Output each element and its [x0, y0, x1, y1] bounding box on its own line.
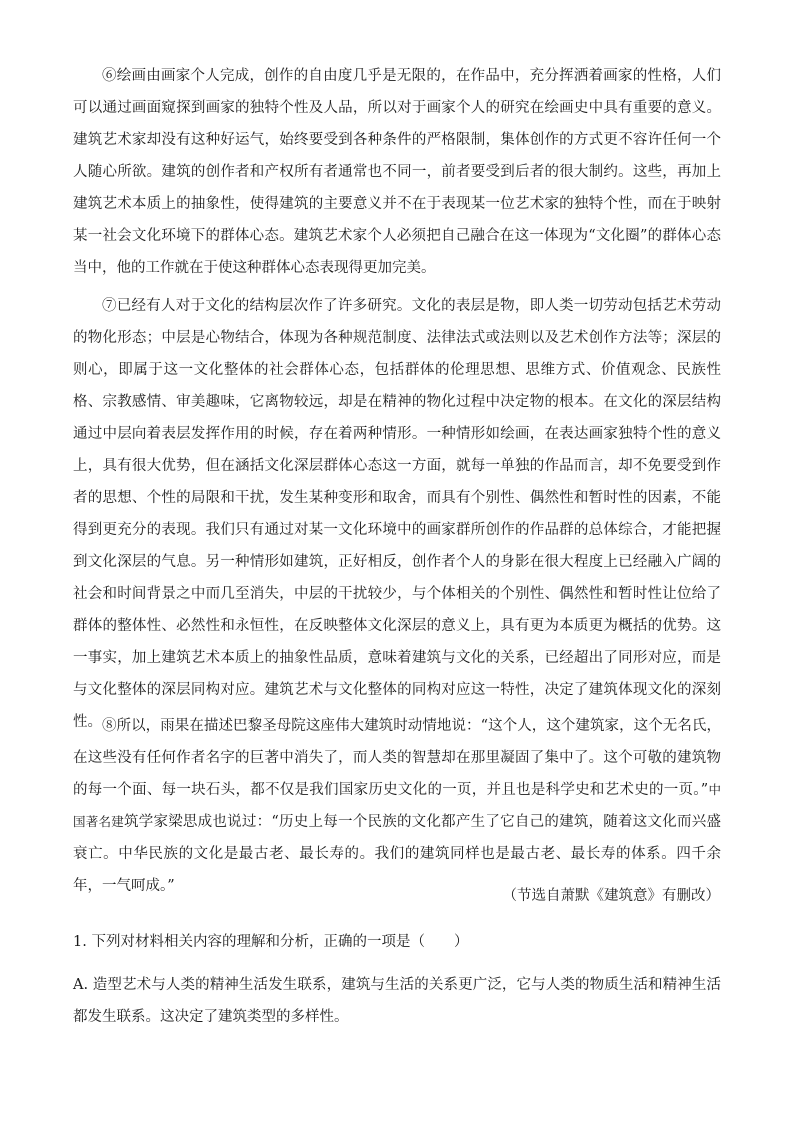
paragraph-7: ⑦已经有人对于文化的结构层次作了许多研究。文化的表层是物，即人类一切劳动包括艺术劳动的物化形态；中层是心物结合，体现为各种规范制度、法律法式或法则以及艺术创作方法等；深层的则心，即属于这一文化整体的社会群体心态，包括群体的伦理思想、思维方式、价值观念、民族性格、宗教感情、审美趣味，它离物较远，却是在精神的物化过程中决定物的根本。在文化的深层结构通过中层向着表层发挥作用的时候，存在着两种情形。一种情形如绘画，在表达画家独特个性的意义上，具有很大优势，但在涵括文化深层群体心态这一方面，就每一单独的作品而言，却不免要受到作者的思想、个性的局限和干扰，发生某种变形和取舍，而具有个别性、偶然性和暂时性的因素，不能得到更充分的表现。我们只有通过对某一文化环境中的画家群所创作的作品群的总体综合，才能把握到文化深层的气息。另一种情形如建筑，正好相反，创作者个人的身影在很大程度上已经融入广阔的社会和时间背景之中而几至消失，中层的干扰较少，与个体相关的个别性、偶然性和暂时性让位给了群体的整体性、必然性和永恒性，在反映整体文化深层的意义上，具有更为本质更为概括的优势。这一事实，加上建筑艺术本质上的抽象性品质，意味着建筑与文化的关系，已经超出了同形对应，而是与文化整体的深层同构对应。建筑艺术与文化整体的同构对应这一特性，决定了建筑体现文化的深刻性。 — [73, 298, 721, 730]
paragraph-8-part-b: 筑学家梁思成也说过：“历史上每一个民族的文化都产生了它自己的建筑，随着这文化而兴盛衰亡。中华民族的文化是最古老、最长寿的。我们的建筑同样也是最古老、最长寿的体系。四千余年，一气呵成。” — [73, 814, 721, 894]
source-citation: （节选自萧默《建筑意》有删改） — [502, 888, 720, 904]
paragraph-8 — [73, 710, 721, 902]
question-stem: 1. 下列对材料相关内容的理解和分析，正确的一项是（ ） — [73, 934, 469, 950]
paragraph-8-small-text: 中国著名建 — [73, 782, 721, 829]
paragraph-6: ⑥绘画由画家个人完成，创作的自由度几乎是无限的，在作品中，充分挥洒着画家的性格，人们可以通过画面窥探到画家的独特个性及人品，所以对于画家个人的研究在绘画史中具有重要的意义。建筑艺术家却没有这种好运气，始终要受到各种条件的严格限制，集体创作的方式更不容许任何一个人随心所欲。建筑的创作者和产权所有者通常也不同一，前者要受到后者的很大制约。这些，再加上建筑艺术本质上的抽象性，使得建筑的主要意义并不在于表现某一位艺术家的独特个性，而在于映射某一社会文化环境下的群体心态。建筑艺术家个人必须把自己融合在这一体现为“文化圈”的群体心态当中，他的工作就在于使这种群体心态表现得更加完美。 — [73, 68, 721, 276]
paragraph-8-part-a: ⑧所以，雨果在描述巴黎圣母院这座伟大建筑时动情地说：“这个人，这个建筑家，这个无名氏，在这些没有任何作者名字的巨著中消失了，而人类的智慧却在那里凝固了集中了。这个可敬的建筑物的每一个面、每一块石头，都不仅是我们国家历史文化的一页，并且也是科学史和艺术史的一页。” — [73, 718, 721, 798]
option-a: A. 造型艺术与人类的精神生活发生联系，建筑与生活的关系更广泛，它与人类的物质生活和精神生活都发生联系。这决定了建筑类型的多样性。 — [73, 977, 721, 1025]
